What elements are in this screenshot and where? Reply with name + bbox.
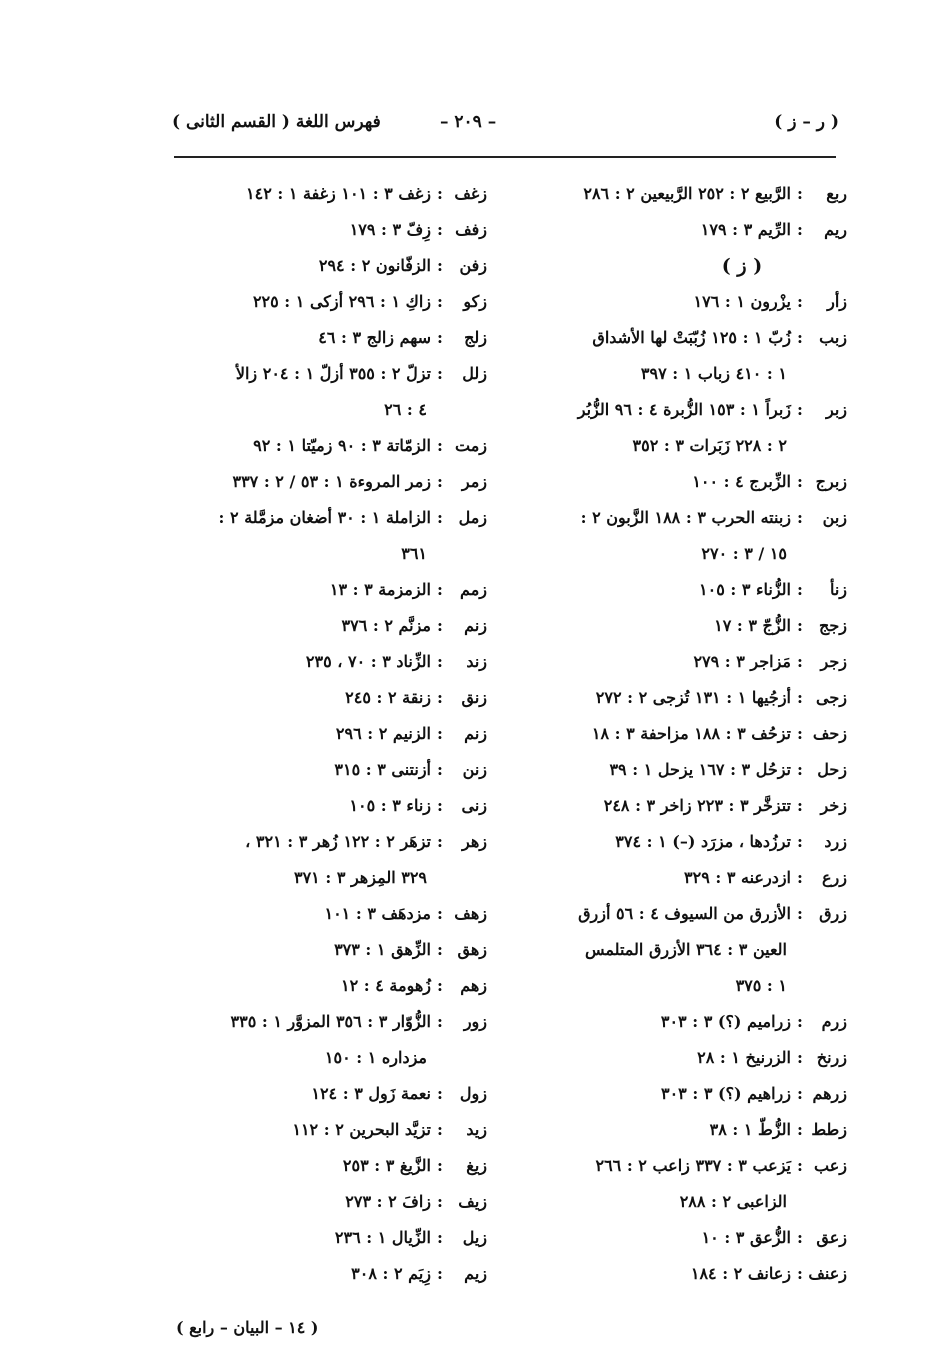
index-entry	[547, 896, 847, 932]
index-entry	[187, 752, 487, 788]
index-entry	[547, 752, 847, 788]
index-entry	[187, 1184, 487, 1220]
entry-root: زجج	[819, 616, 847, 635]
entry-colon: :	[797, 724, 803, 743]
entry-root: زرم	[821, 1012, 847, 1031]
index-entry	[187, 716, 487, 752]
index-entry	[187, 824, 487, 860]
index-entry	[547, 1076, 847, 1112]
entry-colon: :	[437, 652, 443, 671]
entry-colon: :	[437, 1120, 443, 1139]
index-entry	[187, 644, 487, 680]
entry-colon: :	[797, 904, 803, 923]
entry-references: الزِّيال ١ : ٢٣٦	[334, 1228, 431, 1247]
entry-continuation: مزداره ١ : ١٥٠	[324, 1048, 427, 1067]
entry-root: زكو	[463, 292, 487, 311]
entry-colon: :	[437, 256, 443, 275]
entry-colon: :	[437, 1012, 443, 1031]
entry-root: زنى	[461, 796, 487, 815]
index-entry	[187, 428, 487, 464]
index-entry	[187, 284, 487, 320]
entry-root: زحل	[817, 760, 847, 779]
entry-references: ازدرعنه ٣ : ٣٢٩	[684, 868, 791, 887]
entry-continuation: ٤ : ٢٦	[384, 400, 427, 419]
entry-root: زمت	[454, 436, 487, 455]
index-entry	[187, 248, 487, 284]
entry-colon: :	[797, 292, 803, 311]
index-entry	[547, 680, 847, 716]
entry-colon: :	[437, 904, 443, 923]
entry-root: زنم	[464, 724, 487, 743]
entry-root: زيم	[464, 1264, 487, 1283]
entry-references: الزفّانون ٢ : ٢٩٤	[318, 256, 431, 275]
entry-colon: :	[797, 472, 803, 491]
entry-references: تزحُف ٣ : ١٨٨ مزاحفة ٣ : ١٨	[591, 724, 791, 743]
entry-references: زغف ٣ : ١٠١ زغفة ١ : ١٤٢	[246, 184, 431, 203]
entry-colon: :	[437, 220, 443, 239]
entry-colon: :	[437, 832, 443, 851]
entry-references: الزُّطّ ١ : ٣٨	[709, 1120, 791, 1139]
entry-root: زفن	[459, 256, 487, 275]
entry-colon: :	[797, 760, 803, 779]
entry-colon: :	[437, 1084, 443, 1103]
entry-colon: :	[797, 508, 803, 527]
signature-footer: ( ١٤ – البيان – رابع )	[176, 1318, 319, 1337]
index-entry	[547, 320, 847, 356]
entry-root: زمم	[460, 580, 487, 599]
index-entry	[187, 932, 487, 968]
entry-colon: :	[797, 652, 803, 671]
entry-references: نعمة زَول ٣ : ١٢٤	[311, 1084, 431, 1103]
index-entry	[547, 1112, 847, 1148]
entry-colon: :	[797, 184, 803, 203]
entry-colon: :	[437, 940, 443, 959]
entry-root: زحف	[812, 724, 847, 743]
entry-references: الزُّوّار ٣ : ٣٥٦ المزوَّر ١ : ٣٣٥	[230, 1012, 431, 1031]
entry-colon: :	[437, 508, 443, 527]
entry-colon: :	[797, 1048, 803, 1067]
entry-references: زِيَم ٢ : ٣٠٨	[351, 1264, 431, 1283]
entry-continuation: العين ٣ : ٣٦٤ الأزرق المتلمس	[585, 940, 787, 959]
entry-colon: :	[797, 796, 803, 815]
entry-root: زهف	[454, 904, 487, 923]
entry-root: زرد	[824, 832, 847, 851]
entry-colon: :	[797, 616, 803, 635]
entry-references: تزلّ ٢ : ٣٥٥ أزلّ ١ : ٢٠٤ زالأ	[235, 364, 431, 383]
entry-colon: :	[437, 724, 443, 743]
index-entry	[187, 1076, 487, 1112]
entry-references: زبنته الحرب ٣ : ١٨٨ الزَّبون ٢ :	[580, 508, 791, 527]
entry-root: زبب	[819, 328, 847, 347]
entry-root: زفف	[455, 220, 487, 239]
entry-root: زيد	[466, 1120, 487, 1139]
entry-root: زيل	[462, 1228, 487, 1247]
entry-references: زنقة ٢ : ٢٤٥	[345, 688, 431, 707]
entry-root: زرنخ	[816, 1048, 847, 1067]
entry-references: يزْرون ١ : ١٧٦	[693, 292, 791, 311]
entry-references: تزيَّد البحرين ٢ : ١١٢	[292, 1120, 431, 1139]
entry-references: الزمزمة ٣ : ١٣	[329, 580, 431, 599]
entry-references: تتزخَّر ٣ : ٢٢٣ زاخر ٣ : ٢٤٨	[603, 796, 791, 815]
index-entry	[187, 356, 487, 392]
entry-root: زنم	[464, 616, 487, 635]
entry-root: زمر	[461, 472, 487, 491]
entry-root: زعب	[814, 1156, 847, 1175]
entry-references: زُبّ ١ : ١٢٥ زُبّبَتْ لها الأشداق	[592, 328, 791, 347]
entry-colon: :	[437, 1156, 443, 1175]
entry-colon: :	[437, 976, 443, 995]
entry-root: زرق	[819, 904, 847, 923]
entry-references: الزمّاتة ٣ : ٩٠ زميّتا ١ : ٩٢	[253, 436, 431, 455]
entry-root: زرهم	[812, 1084, 847, 1103]
index-entry	[187, 1112, 487, 1148]
entry-root: زيغ	[466, 1156, 487, 1175]
entry-colon: :	[797, 1120, 803, 1139]
entry-colon: :	[797, 868, 803, 887]
index-entry	[547, 176, 847, 212]
entry-colon: :	[437, 1228, 443, 1247]
entry-colon: :	[437, 1192, 443, 1211]
index-entry	[547, 644, 847, 680]
entry-continuation: الزاعبى ٢ : ٢٨٨	[679, 1192, 787, 1211]
index-entry	[547, 1256, 847, 1292]
entry-colon: :	[437, 328, 443, 347]
index-entry	[547, 500, 847, 536]
entry-root: زلج	[464, 328, 487, 347]
page-number: – ٢٠٩ –	[440, 112, 497, 132]
entry-root: زجر	[820, 652, 847, 671]
index-entry	[547, 1004, 847, 1040]
entry-continuation: ١٥ / ٣ : ٢٧٠	[701, 544, 787, 563]
index-entry	[547, 716, 847, 752]
entry-colon: :	[797, 1156, 803, 1175]
entry-references: الزِّبرج ٤ : ١٠٠	[692, 472, 791, 491]
entry-references: الزنيم ٢ : ٢٩٦	[335, 724, 431, 743]
entry-references: زافَ ٢ : ٢٧٣	[345, 1192, 431, 1211]
entry-references: تزحُل ٣ : ١٦٧ يزحل ١ : ٣٩	[609, 760, 791, 779]
index-entry	[187, 176, 487, 212]
entry-root: زطط	[811, 1120, 847, 1139]
entry-continuation: ٢ : ٢٢٨ زَبَرات ٣ : ٣٥٢	[632, 436, 787, 455]
index-entry	[547, 284, 847, 320]
entry-colon: :	[797, 400, 803, 419]
entry-root: زنن	[462, 760, 487, 779]
entry-root: زخر	[820, 796, 847, 815]
entry-colon: :	[437, 760, 443, 779]
entry-colon: :	[797, 328, 803, 347]
entry-root: ربع	[826, 184, 847, 203]
index-entry	[187, 212, 487, 248]
index-column-right	[547, 176, 847, 1292]
entry-references: الزرنيخ ١ : ٢٨	[697, 1048, 791, 1067]
entry-colon: :	[437, 580, 443, 599]
index-entry	[187, 464, 487, 500]
index-column-left	[187, 176, 487, 1292]
entry-root: زور	[463, 1012, 487, 1031]
entry-references: أزنتنى ٣ : ٣١٥	[334, 760, 431, 779]
entry-references: الزُّعق ٣ : ١٠	[701, 1228, 791, 1247]
entry-colon: :	[437, 616, 443, 635]
entry-colon: :	[797, 1264, 803, 1283]
index-entry	[187, 1004, 487, 1040]
entry-references: زِفّ ٣ : ١٧٩	[349, 220, 431, 239]
entry-references: الزِّهق ١ : ٣٧٣	[334, 940, 431, 959]
entry-references: زاكِ ١ : ٢٩٦ أزكى ١ : ٢٢٥	[252, 292, 431, 311]
entry-root: زمل	[458, 508, 487, 527]
section-heading: ( ز )	[721, 255, 763, 277]
index-entry	[187, 1256, 487, 1292]
entry-references: يَزعب ٣ : ٣٣٧ زاعب ٢ : ٢٦٦	[595, 1156, 791, 1175]
entry-root: زعق	[816, 1228, 847, 1247]
entry-colon: :	[437, 472, 443, 491]
entry-colon: :	[437, 1264, 443, 1283]
entry-colon: :	[797, 1084, 803, 1103]
index-entry	[547, 824, 847, 860]
index-entry	[547, 1220, 847, 1256]
index-entry	[187, 788, 487, 824]
entry-references: زُهومة ٤ : ١٢	[341, 976, 431, 995]
entry-root: زهر	[462, 832, 487, 851]
entry-root: زهق	[457, 940, 487, 959]
index-entry	[547, 1148, 847, 1184]
entry-references: زراهيم (؟) ٣ : ٣٠٣	[660, 1084, 791, 1103]
entry-colon: :	[437, 796, 443, 815]
entry-references: مَزاجر ٣ : ٢٧٩	[693, 652, 791, 671]
index-entry	[187, 1148, 487, 1184]
entry-references: الرَّبيع ٢ : ٢٥٢ الرَّبيعين ٢ : ٢٨٦	[583, 184, 791, 203]
header-rule	[174, 156, 836, 158]
entry-root: زلل	[462, 364, 487, 383]
running-head-letters: ( ر – ز )	[774, 112, 839, 132]
entry-references: زمر المروءة ١ : ٥٣ / ٢ : ٣٣٧	[232, 472, 431, 491]
entry-colon: :	[797, 580, 803, 599]
index-entry	[187, 608, 487, 644]
running-head-title: فهرس اللغة ( القسم الثانى )	[172, 112, 381, 132]
entry-colon: :	[437, 184, 443, 203]
entry-continuation: ١ : ٤١٠ زباب ١ : ٣٩٧	[640, 364, 787, 383]
entry-references: مزنَّم ٢ : ٣٧٦	[341, 616, 431, 635]
index-entry	[547, 392, 847, 428]
index-entry	[547, 860, 847, 896]
index-entry	[547, 212, 847, 248]
entry-continuation: ٣٢٩ المِزهر ٣ : ٣٧١	[293, 868, 427, 887]
index-entry	[187, 680, 487, 716]
index-entry	[547, 608, 847, 644]
entry-root: زبر	[825, 400, 847, 419]
entry-colon: :	[797, 1012, 803, 1031]
entry-root: زغف	[454, 184, 487, 203]
entry-colon: :	[437, 292, 443, 311]
entry-root: زيف	[458, 1192, 487, 1211]
entry-colon: :	[437, 436, 443, 455]
entry-references: ترزُدها ، مزرَد (–) ١ : ٣٧٤	[615, 832, 791, 851]
index-entry	[187, 1220, 487, 1256]
entry-colon: :	[437, 688, 443, 707]
entry-references: الزاملة ١ : ٣٠ أضغان مزمَّلة ٢ :	[218, 508, 431, 527]
entry-root: زنق	[461, 688, 487, 707]
entry-continuation: ٣٦١	[401, 544, 427, 563]
entry-references: مزدهَف ٣ : ١٠١	[324, 904, 431, 923]
index-entry	[187, 572, 487, 608]
entry-colon: :	[797, 832, 803, 851]
entry-references: الزِّناد ٣ : ٧٠ ، ٢٣٥	[305, 652, 431, 671]
entry-references: الرِّيم ٣ : ١٧٩	[700, 220, 791, 239]
entry-root: زجى	[816, 688, 847, 707]
index-entry	[547, 464, 847, 500]
entry-root: زهم	[460, 976, 487, 995]
entry-references: الزُّجّ ٣ : ١٧	[714, 616, 791, 635]
entry-references: أزجُيها ١ : ١٣١ تُزجى ٢ : ٢٧٢	[595, 688, 791, 707]
entry-root: زبرج	[815, 472, 847, 491]
entry-root: زعنف	[808, 1264, 847, 1283]
entry-references: سهم زالج ٣ : ٤٦	[318, 328, 431, 347]
entry-references: الأزرق من السيوف ٤ : ٥٦ أزرق	[578, 904, 791, 923]
entry-root: ريم	[824, 220, 847, 239]
index-entry	[547, 788, 847, 824]
index-entry	[187, 320, 487, 356]
entry-references: زناء ٣ : ١٠٥	[349, 796, 431, 815]
entry-references: زَبراً ١ : ١٥٣ الزُّبرة ٤ : ٩٦ الزُّبُر	[577, 400, 791, 419]
index-entry	[547, 1040, 847, 1076]
entry-root: زول	[459, 1084, 487, 1103]
entry-colon: :	[797, 220, 803, 239]
entry-colon: :	[797, 1228, 803, 1247]
entry-colon: :	[437, 364, 443, 383]
index-entry	[547, 572, 847, 608]
entry-colon: :	[797, 688, 803, 707]
entry-root: زأر	[827, 292, 847, 311]
entry-references: الزُّناء ٣ : ١٠٥	[699, 580, 791, 599]
index-entry	[187, 896, 487, 932]
entry-references: الزَّيغ ٣ : ٢٥٣	[342, 1156, 431, 1175]
entry-root: زند	[466, 652, 487, 671]
entry-references: تزهَر ٢ : ١٢٢ زُهر ٣ : ٣٢١ ،	[245, 832, 431, 851]
index-entry	[187, 500, 487, 536]
entry-root: زرع	[822, 868, 847, 887]
index-entry	[187, 968, 487, 1004]
entry-root: زبن	[822, 508, 847, 527]
entry-references: زراميم (؟) ٣ : ٣٠٣	[660, 1012, 791, 1031]
entry-root: زنأ	[829, 580, 847, 599]
entry-continuation: ١ : ٣٧٥	[735, 976, 787, 995]
entry-references: زعانف ٢ : ١٨٤	[690, 1264, 791, 1283]
